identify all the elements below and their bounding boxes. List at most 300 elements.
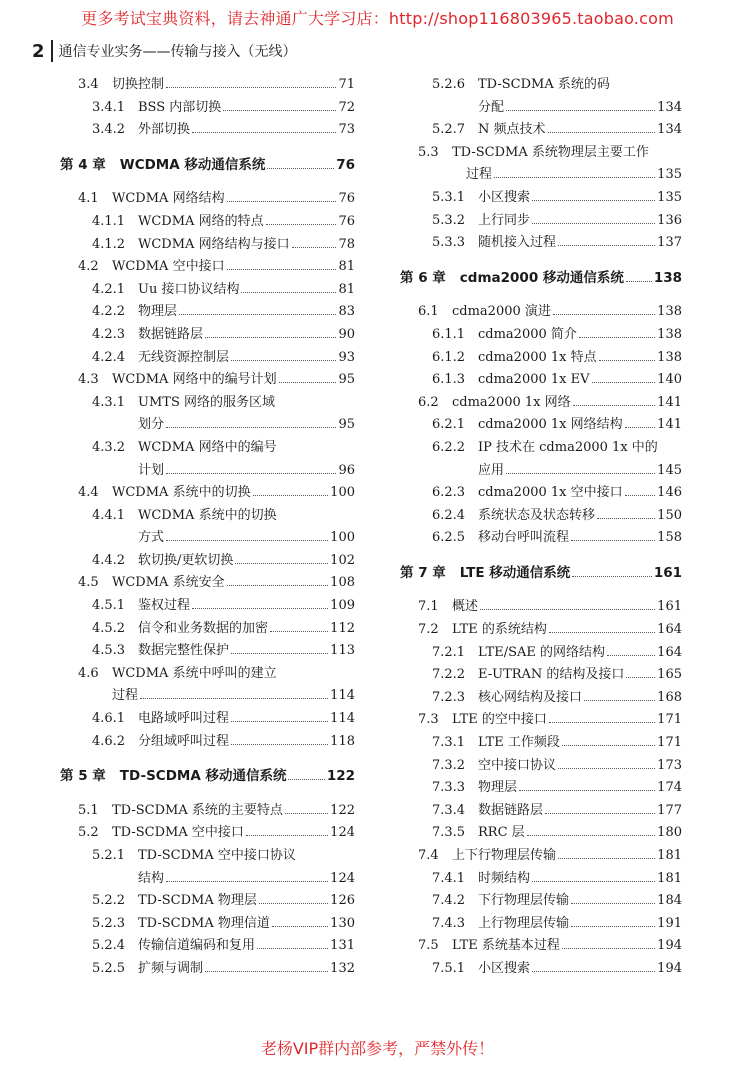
toc-entry-title: 小区搜索	[478, 960, 531, 976]
leader-dots	[166, 419, 336, 428]
toc-entry-number: 5.1	[78, 802, 99, 818]
leader-dots	[270, 623, 328, 632]
toc-entry-page: 109	[330, 598, 355, 614]
toc-entry-title: E-UTRAN 的结构及接口	[478, 667, 625, 683]
watermark-bottom: 老杨VIP群内部参考，严禁外传！	[260, 1039, 495, 1058]
toc-entry-title: cdma2000 1x 特点	[478, 349, 597, 365]
toc-chapter-entry	[400, 267, 682, 290]
toc-entry	[60, 890, 355, 913]
toc-entry-title: 随机接入过程	[478, 235, 557, 251]
toc-entry	[400, 958, 682, 981]
leader-dots	[532, 192, 655, 201]
toc-entry-title: 划分	[138, 417, 165, 433]
toc-entry-page: 165	[657, 667, 682, 683]
leader-dots	[166, 873, 328, 882]
toc-entry-number: 6.1.3	[432, 372, 466, 388]
toc-entry-page: 173	[657, 757, 682, 773]
leader-dots	[592, 374, 656, 383]
toc-entry-page: 93	[338, 349, 355, 365]
leader-dots	[292, 239, 337, 248]
toc-entry-title: WCDMA 空中接口	[112, 259, 225, 275]
toc-entry-number: 3.4	[78, 77, 99, 92]
toc-entry-number: 4.4.1	[92, 507, 126, 523]
toc-entry	[60, 460, 355, 483]
toc-entry-page: 126	[330, 893, 355, 909]
toc-entry-title: 扩频与调制	[138, 960, 204, 976]
toc-entry-title: cdma2000 1x 网络	[452, 394, 571, 410]
toc-entry-number: 7.4.1	[432, 870, 466, 886]
toc-entry	[60, 913, 355, 936]
toc-entry	[400, 142, 682, 165]
toc-entry	[400, 414, 682, 437]
leader-dots	[259, 895, 328, 904]
toc-entry-title: 信令和业务数据的加密	[138, 620, 269, 636]
toc-entry-page: 135	[657, 189, 682, 205]
toc-entry	[60, 505, 355, 528]
toc-entry	[60, 958, 355, 981]
toc-entry-title: LTE 移动通信系统	[459, 564, 571, 581]
leader-dots	[558, 237, 655, 246]
toc-entry-page: 76	[338, 191, 355, 207]
toc-entry	[60, 74, 355, 97]
leader-dots	[246, 827, 328, 836]
toc-entry-page: 150	[657, 507, 682, 523]
toc-entry-title: LTE/SAE 的网络结构	[478, 644, 606, 660]
header-divider	[51, 40, 53, 62]
leader-dots	[227, 261, 337, 270]
toc-entry-number: 5.3	[418, 144, 439, 160]
toc-entry-title: Uu 接口协议结构	[138, 281, 240, 297]
toc-entry-title: 下行物理层传输	[478, 893, 570, 909]
leader-dots	[549, 624, 655, 633]
toc-entry-page: 95	[338, 372, 355, 388]
page-header	[32, 38, 297, 64]
leader-dots	[288, 771, 324, 780]
toc-chapter-entry	[400, 562, 682, 585]
toc-entry-page: 131	[330, 938, 355, 954]
toc-entry-title: cdma2000 简介	[478, 326, 577, 342]
toc-entry-number: 7.4	[418, 848, 439, 863]
leader-dots	[626, 669, 655, 678]
toc-entry-page: 95	[338, 417, 355, 433]
toc-entry	[400, 301, 682, 324]
toc-entry	[400, 164, 682, 187]
toc-entry	[400, 392, 682, 415]
toc-entry-title: 数据链路层	[138, 326, 204, 342]
toc-entry-page: 171	[657, 712, 682, 728]
toc-entry-number: 5.3.1	[432, 189, 466, 205]
toc-entry	[400, 845, 682, 868]
toc-entry-page: 140	[657, 372, 682, 388]
toc-entry-title: WCDMA 系统中呼叫的建立	[112, 665, 277, 681]
toc-entry-title: UMTS 网络的服务区域	[138, 394, 275, 410]
toc-entry-page: 132	[330, 960, 355, 976]
toc-entry-number: 7.2.1	[432, 644, 466, 660]
leader-dots	[571, 895, 655, 904]
toc-entry-page: 124	[330, 870, 355, 886]
toc-entry	[60, 595, 355, 618]
toc-entry-title: TD-SCDMA 物理层	[138, 893, 257, 909]
toc-entry-page: 158	[657, 530, 682, 546]
toc-entry-number: 7.3	[418, 712, 439, 728]
toc-entry-number: 5.2.6	[432, 77, 466, 92]
toc-entry-title: WCDMA 网络中的编号	[138, 439, 277, 455]
leader-dots	[553, 306, 655, 315]
leader-dots	[532, 963, 655, 972]
toc-entry-title: 上下行物理层传输	[452, 848, 557, 863]
toc-entry	[400, 619, 682, 642]
toc-entry-number: 4.5.2	[92, 620, 126, 636]
toc-right-column	[400, 74, 682, 981]
toc-entry-title: cdma2000 1x EV	[478, 372, 590, 388]
toc-entry-number: 4.6	[78, 665, 99, 681]
toc-entry-title: TD-SCDMA 移动通信系统	[119, 768, 287, 785]
toc-entry	[60, 868, 355, 891]
toc-entry-page: 118	[330, 733, 355, 749]
toc-entry-title: WCDMA 网络结构	[112, 191, 225, 207]
leader-dots	[527, 827, 656, 836]
toc-entry	[400, 119, 682, 142]
toc-entry-number: 7.2	[418, 622, 439, 638]
toc-entry-title: WCDMA 系统中的切换	[112, 485, 251, 501]
toc-entry-title: cdma2000 1x 空中接口	[478, 485, 623, 501]
leader-dots	[626, 273, 652, 282]
toc-entry-number: 4.3	[78, 372, 99, 388]
toc-entry-title: 方式	[138, 530, 165, 546]
toc-entry-number: 4.5	[78, 575, 99, 591]
toc-entry	[400, 777, 682, 800]
toc-entry-page: 108	[330, 575, 355, 591]
toc-entry-title: RRC 层	[478, 825, 525, 841]
toc-entry-page: 138	[653, 269, 682, 286]
toc-entry-title: 上行同步	[478, 212, 531, 228]
toc-entry-number: 4.3.2	[92, 439, 126, 455]
toc-entry-title: LTE 工作频段	[478, 735, 560, 751]
toc-entry-number: 7.1	[418, 599, 439, 615]
toc-entry	[60, 663, 355, 686]
toc-entry-title: 概述	[452, 599, 479, 615]
toc-entry-title: 分组域呼叫过程	[138, 733, 230, 749]
toc-entry-title: LTE 的系统结构	[452, 622, 547, 638]
toc-entry	[60, 685, 355, 708]
leader-dots	[231, 736, 328, 745]
toc-entry	[400, 505, 682, 528]
toc-entry-number: 6.2.3	[432, 485, 466, 501]
toc-entry-title: 核心网结构及接口	[478, 689, 583, 705]
toc-entry-number: 5.2	[78, 825, 99, 841]
toc-entry-title: WCDMA 移动通信系统	[119, 156, 266, 173]
toc-entry	[60, 935, 355, 958]
toc-entry-page: 141	[657, 417, 682, 433]
toc-entry-page: 130	[330, 915, 355, 931]
toc-entry	[60, 256, 355, 279]
toc-entry-page: 71	[338, 77, 355, 92]
toc-entry	[400, 709, 682, 732]
toc-entry-page: 134	[657, 122, 682, 138]
toc-entry	[400, 800, 682, 823]
toc-entry-number: 6.2	[418, 394, 439, 410]
leader-dots	[571, 532, 655, 541]
toc-entry-number: 第 7 章	[400, 564, 446, 581]
toc-entry-page: 138	[657, 349, 682, 365]
toc-entry	[400, 664, 682, 687]
toc-entry	[60, 845, 355, 868]
leader-dots	[558, 760, 655, 769]
toc-entry-page: 171	[657, 735, 682, 751]
toc-entry-number: 7.3.4	[432, 802, 466, 818]
leader-dots	[480, 601, 655, 610]
leader-dots	[562, 737, 655, 746]
toc-entry-title: 应用	[478, 462, 505, 478]
toc-entry-page: 122	[330, 802, 355, 818]
leader-dots	[227, 193, 337, 202]
toc-entry-title: 过程	[466, 167, 493, 183]
toc-entry-number: 4.2.2	[92, 304, 126, 320]
toc-entry-number: 4.3.1	[92, 394, 126, 410]
toc-entry-page: 76	[336, 156, 355, 173]
toc-entry-title: cdma2000 演进	[452, 304, 551, 320]
leader-dots	[562, 940, 655, 949]
toc-entry-number: 5.3.3	[432, 235, 466, 251]
toc-entry-page: 73	[338, 122, 355, 138]
leader-dots	[179, 306, 336, 315]
toc-left-column	[60, 74, 355, 981]
toc-entry	[400, 97, 682, 120]
toc-entry-page: 134	[657, 99, 682, 115]
toc-entry-number: 第 6 章	[400, 269, 446, 286]
leader-dots	[223, 102, 336, 111]
toc-entry	[400, 187, 682, 210]
leader-dots	[494, 169, 655, 178]
toc-entry-title: 无线资源控制层	[138, 349, 230, 365]
leader-dots	[241, 284, 336, 293]
leader-dots	[253, 487, 329, 496]
leader-dots	[227, 577, 329, 586]
toc-entry-title: IP 技术在 cdma2000 1x 中的	[478, 439, 658, 455]
toc-entry	[60, 527, 355, 550]
toc-entry-number: 4.2.3	[92, 326, 126, 342]
toc-entry-number: 7.3.1	[432, 735, 466, 751]
toc-entry	[400, 755, 682, 778]
toc-entry-title: TD-SCDMA 物理信道	[138, 915, 270, 931]
leader-dots	[205, 329, 336, 338]
toc-entry	[60, 572, 355, 595]
toc-entry-number: 6.1.1	[432, 326, 466, 342]
toc-entry-page: 90	[338, 326, 355, 342]
leader-dots	[235, 555, 328, 564]
leader-dots	[597, 510, 655, 519]
leader-dots	[599, 352, 656, 361]
toc-entry-title: WCDMA 系统安全	[112, 575, 225, 591]
toc-entry-title: 物理层	[138, 304, 178, 320]
toc-entry-title: 软切换/更软切换	[138, 552, 234, 568]
leader-dots	[166, 532, 328, 541]
toc-entry-number: 7.3.2	[432, 757, 466, 773]
toc-entry	[60, 800, 355, 823]
toc-entry	[400, 868, 682, 891]
toc-entry-number: 4.2	[78, 259, 99, 275]
leader-dots	[205, 963, 328, 972]
toc-entry-page: 72	[338, 99, 355, 115]
toc-entry-page: 81	[338, 259, 355, 275]
toc-entry-title: LTE 系统基本过程	[452, 938, 560, 954]
toc-entry-page: 96	[338, 462, 355, 478]
toc-entry-page: 102	[330, 552, 355, 568]
toc-entry-title: cdma2000 1x 网络结构	[478, 417, 623, 433]
toc-entry-number: 6.2.2	[432, 439, 466, 455]
toc-entry-title: N 频点技术	[478, 122, 546, 138]
toc-entry-number: 4.6.2	[92, 733, 126, 749]
toc-entry-page: 114	[330, 688, 355, 704]
toc-entry	[400, 482, 682, 505]
leader-dots	[625, 487, 656, 496]
toc-entry-number: 第 5 章	[60, 768, 106, 785]
toc-entry-page: 83	[338, 304, 355, 320]
toc-entry-number: 5.2.1	[92, 848, 126, 863]
toc-entry-title: 数据链路层	[478, 802, 544, 818]
toc-entry	[60, 324, 355, 347]
watermark-top: 更多考试宝典资料，请去神通广大学习店：http://shop116803965.taobao.com	[81, 9, 674, 28]
toc-entry-title: TD-SCDMA 空中接口	[112, 825, 244, 841]
toc-entry-title: cdma2000 移动通信系统	[459, 269, 624, 286]
leader-dots	[231, 352, 336, 361]
toc-entry	[60, 188, 355, 211]
toc-entry-number: 4.1.1	[92, 213, 126, 229]
toc-entry-title: WCDMA 网络结构与接口	[138, 236, 290, 252]
toc-entry-number: 5.3.2	[432, 212, 466, 228]
toc-entry	[60, 279, 355, 302]
toc-entry-page: 194	[657, 938, 682, 954]
toc-entry-page: 146	[657, 485, 682, 501]
toc-entry-page: 137	[657, 235, 682, 251]
toc-entry-page: 194	[657, 960, 682, 976]
toc-entry	[60, 414, 355, 437]
toc-entry-page: 161	[653, 564, 682, 581]
toc-entry	[400, 687, 682, 710]
toc-entry-page: 136	[657, 212, 682, 228]
toc-entry	[400, 324, 682, 347]
toc-entry-title: 小区搜索	[478, 189, 531, 205]
toc-entry-page: 138	[657, 304, 682, 320]
toc-entry-number: 第 4 章	[60, 156, 106, 173]
toc-entry-title: 过程	[112, 688, 139, 704]
leader-dots	[279, 374, 337, 383]
toc-entry-title: 数据完整性保护	[138, 643, 230, 659]
toc-entry-title: 外部切换	[138, 122, 191, 138]
leader-dots	[257, 940, 328, 949]
leader-dots	[285, 805, 328, 814]
toc-entry-number: 4.1.2	[92, 236, 126, 252]
toc-entry	[400, 74, 682, 97]
toc-entry	[60, 369, 355, 392]
toc-entry-page: 145	[657, 462, 682, 478]
toc-entry	[400, 369, 682, 392]
toc-entry-page: 161	[657, 599, 682, 615]
toc-entry-number: 4.4.2	[92, 552, 126, 568]
toc-entry-page: 181	[657, 870, 682, 886]
leader-dots	[549, 714, 655, 723]
toc-entry-page: 135	[657, 167, 682, 183]
toc-entry	[60, 234, 355, 257]
toc-entry-number: 4.6.1	[92, 711, 126, 727]
book-title: 通信专业实务——传输与接入（无线）	[58, 44, 297, 60]
leader-dots	[548, 124, 656, 133]
toc-entry	[60, 618, 355, 641]
toc-entry	[400, 890, 682, 913]
toc-entry-title: 移动台呼叫流程	[478, 530, 570, 546]
toc-entry-number: 3.4.2	[92, 122, 126, 138]
toc-entry-title: TD-SCDMA 系统的主要特点	[112, 802, 283, 818]
toc-entry-page: 168	[657, 689, 682, 705]
toc-entry-title: TD-SCDMA 系统物理层主要工作	[452, 144, 649, 160]
leader-dots	[625, 419, 656, 428]
toc-entry-title: 上行物理层传输	[478, 915, 570, 931]
leader-dots	[266, 216, 337, 225]
toc-entry	[60, 731, 355, 754]
toc-entry-number: 6.1	[418, 304, 439, 320]
toc-entry-title: WCDMA 系统中的切换	[138, 507, 277, 523]
toc-entry-title: 时频结构	[478, 870, 531, 886]
leader-dots	[572, 568, 652, 577]
toc-entry-title: 结构	[138, 870, 165, 886]
page-number: 2	[32, 40, 45, 62]
toc-entry-number: 7.5.1	[432, 960, 466, 976]
toc-entry-page: 141	[657, 394, 682, 410]
toc-entry-page: 181	[657, 848, 682, 863]
toc-entry-number: 4.5.1	[92, 598, 126, 614]
toc-entry	[60, 482, 355, 505]
toc-entry-page: 76	[338, 213, 355, 229]
toc-entry-title: 物理层	[478, 780, 518, 796]
toc-entry-title: 电路域呼叫过程	[138, 711, 230, 727]
toc-entry-page: 164	[657, 644, 682, 660]
leader-dots	[545, 805, 655, 814]
toc-entry-number: 6.1.2	[432, 349, 466, 365]
toc-entry-title: 分配	[478, 99, 505, 115]
toc-entry-page: 180	[657, 825, 682, 841]
toc-entry-page: 112	[330, 620, 355, 636]
toc-entry-page: 114	[330, 711, 355, 727]
leader-dots	[573, 397, 656, 406]
toc-entry-number: 7.4.2	[432, 893, 466, 909]
toc-entry	[60, 640, 355, 663]
leader-dots	[166, 79, 336, 88]
toc-entry-number: 6.2.1	[432, 417, 466, 433]
toc-entry-title: LTE 的空中接口	[452, 712, 547, 728]
toc-entry-page: 191	[657, 915, 682, 931]
toc-entry-page: 113	[330, 643, 355, 659]
leader-dots	[231, 713, 328, 722]
toc-entry-number: 4.4	[78, 485, 99, 501]
toc-entry-page: 124	[330, 825, 355, 841]
toc-entry	[400, 935, 682, 958]
toc-entry-number: 5.2.3	[92, 915, 126, 931]
toc-entry	[60, 822, 355, 845]
toc-entry-number: 5.2.2	[92, 893, 126, 909]
toc-entry	[60, 437, 355, 460]
leader-dots	[558, 850, 655, 859]
leader-dots	[519, 782, 655, 791]
toc-entry-number: 7.4.3	[432, 915, 466, 931]
toc-entry-number: 4.2.4	[92, 349, 126, 365]
toc-entry	[60, 97, 355, 120]
toc-entry-number: 5.2.5	[92, 960, 126, 976]
toc-entry-number: 3.4.1	[92, 99, 126, 115]
toc-entry	[400, 527, 682, 550]
toc-chapter-entry	[60, 765, 355, 788]
toc-entry-number: 7.5	[418, 938, 439, 954]
leader-dots	[166, 465, 336, 474]
